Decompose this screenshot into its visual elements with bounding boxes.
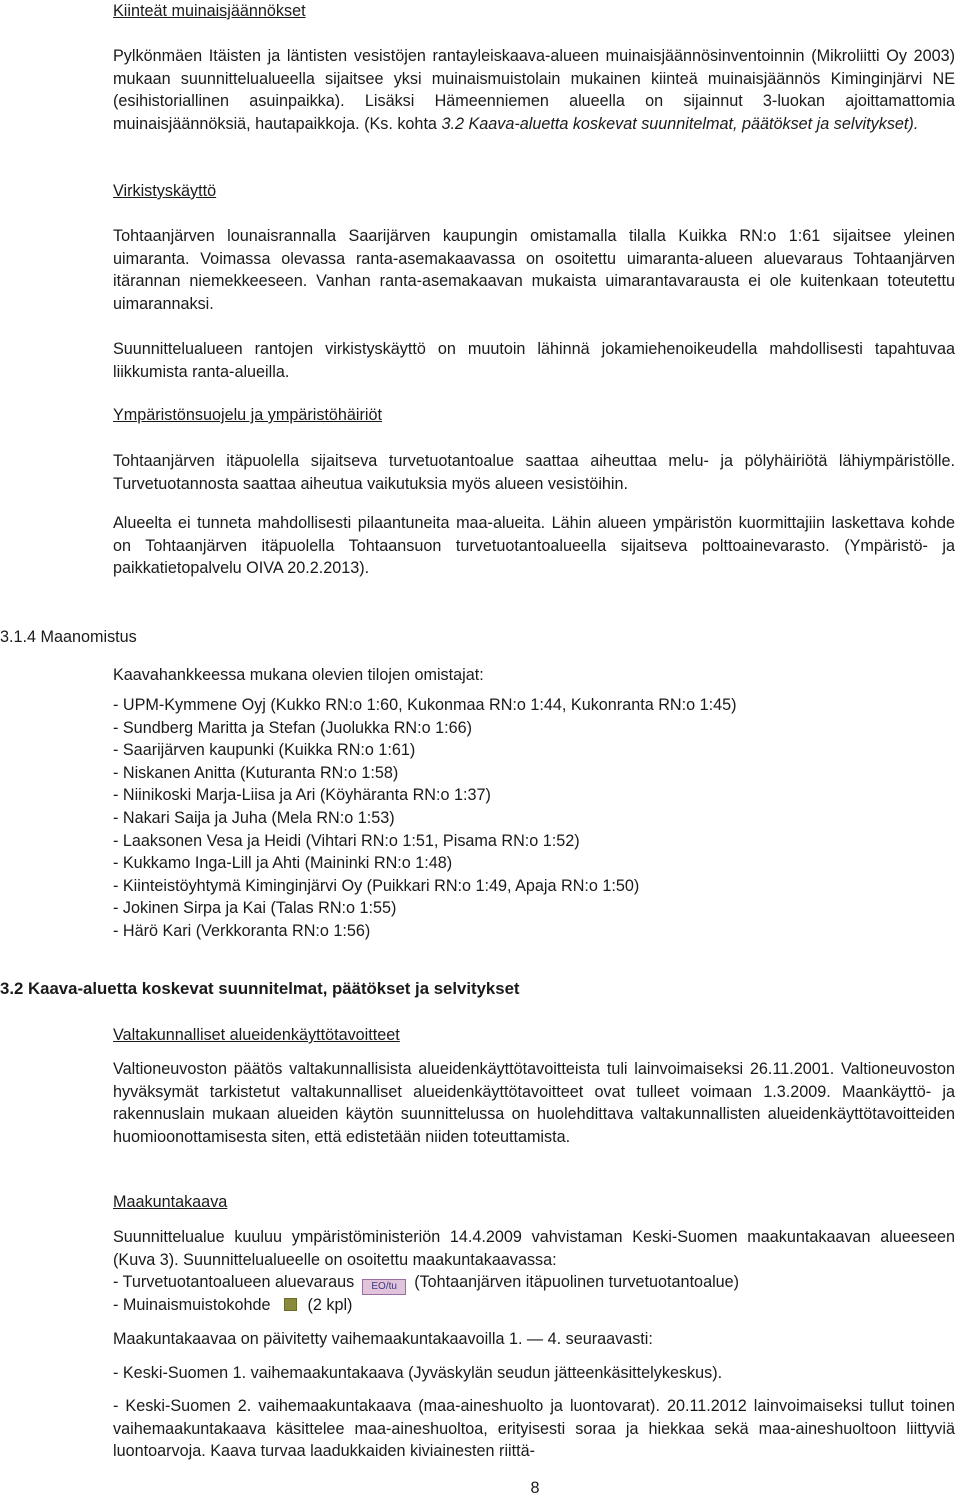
section-title: Maanomistus [40,628,137,646]
legend-note-muinaismuisto: (2 kpl) [307,1296,353,1314]
legend-label-turvetuotanto: - Turvetuotantoalueen aluevaraus [113,1273,355,1291]
legend-swatch-eo-tu: EO/tu [362,1279,406,1295]
paragraph-maakuntakaava: Suunnittelualue kuuluu ympäristöministeriön 14.4.2009 vahvistaman Keski-Suomen maakuntakaavan alueeseen (Kuva 3). Suunnittelualueelle on osoitettu maakuntakaavassa: [113,1228,955,1269]
page-number: 8 [530,1479,540,1497]
paragraph-ymparisto-1: Tohtaanjärven itäpuolella sijaitseva turvetuotantoalue saattaa aiheuttaa melu- ja pölyhäiriötä lähiympäristölle. Turvetuotannosta saattaa aiheutua vaikutuksia myös alueen vesistöihin. [113,452,955,493]
section-heading-ymparisto: Ympäristönsuojelu ja ympäristöhäiriöt [113,406,383,424]
paragraph-muinais-reference: 3.2 Kaava-aluetta koskevat suunnitelmat, päätökset ja selvitykset). [441,114,919,133]
section-heading-kaava: 3.2 Kaava-aluetta koskevat suunnitelmat, päätökset ja selvitykset [0,979,520,998]
list-item: - Kiinteistöyhtymä Kiminginjärvi Oy (Puikkari RN:o 1:49, Apaja RN:o 1:50) [113,876,640,895]
legend-row-turvetuotanto [113,1271,739,1295]
paragraph-phase-1: - Keski-Suomen 1. vaihemaakuntakaava (Jyväskylän seudun jätteenkäsittelykeskus). [113,1364,723,1382]
subheading-maakuntakaava: Maakuntakaava [113,1193,228,1211]
section-heading-virkistys: Virkistyskäyttö [113,182,217,200]
list-item: - Nakari Saija ja Juha (Mela RN:o 1:53) [113,808,395,827]
legend-square-muinaismuisto-icon [284,1298,297,1311]
legend-row-muinaismuisto [113,1294,352,1317]
paragraph-valtakunnalliset: Valtioneuvoston päätös valtakunnallisista alueidenkäyttötavoitteista tuli lainvoimaiseksi 26.11.2001. Valtioneuvoston hyväksymät tarkistetut valtakunnalliset alueidenkäyttötavoitteet ovat tulleet voimaan 1.3.2009. Maankäyttö- ja rakennuslain mukaan alueiden käytön suunnittelussa on huolehdittava valtakunnallisten alueidenkäyttötavoitteiden huomioonottamisesta siten, että edistetään niiden toteuttamista. [113,1060,955,1146]
section-heading-muinais: Kiinteät muinaisjäännökset [113,2,306,20]
list-item: - Jokinen Sirpa ja Kai (Talas RN:o 1:55) [113,899,397,918]
list-item: - Laaksonen Vesa ja Heidi (Vihtari RN:o 1:51, Pisama RN:o 1:52) [113,831,580,850]
section-number: 3.1.4 [0,628,37,646]
list-item: - Sundberg Maritta ja Stefan (Juolukka RN:o 1:66) [113,718,473,737]
list-item: - UPM-Kymmene Oyj (Kukko RN:o 1:60, Kukonmaa RN:o 1:44, Kukonranta RN:o 1:45) [113,696,737,714]
subheading-valtakunnalliset: Valtakunnalliset alueidenkäyttötavoitteet [113,1026,400,1044]
owners-intro: Kaavahankkeessa mukana olevien tilojen omistajat: [113,666,484,684]
paragraph-muinais-text: Pylkönmäen Itäisten ja läntisten vesistöjen rantayleiskaava-alueen muinaisjäännösinventoinnin (Mikroliitti Oy 2003) mukaan suunnittelualueella sijaitsee yksi muinaismuistolain mukainen kiinteä muinaisjäännös Kiminginjärvi NE (esihistoriallinen asuinpaikka). Lisäksi Hämeenniemen alueella on sijainnut 3-luokan ajoittamattomia muinaisjäännöksiä, hautapaikkoja. (Ks. kohta [113,47,955,133]
legend-label-muinaismuisto: - Muinaismuistokohde [113,1296,271,1314]
list-item: - Niskanen Anitta (Kuturanta RN:o 1:58) [113,763,399,782]
list-item: - Härö Kari (Verkkoranta RN:o 1:56) [113,921,371,940]
list-item: - Niinikoski Marja-Liisa ja Ari (Köyhäranta RN:o 1:37) [113,786,491,805]
owners-list [113,694,955,943]
paragraph-muinais [113,45,955,135]
paragraph-phase-2: - Keski-Suomen 2. vaihemaakuntakaava (maa-aineshuolto ja luontovarat). 20.11.2012 lainvoimaiseksi tullut toinen vaihemaakuntakaava käsittelee maa-aineshuoltoa, erityisesti soraa ja hiekkaa sekä maa-aineshuoltoon liittyviä luontoarvoja. Kaava turvaa laadukkaiden kiviainesten riittä- [113,1397,955,1461]
legend-note-turvetuotanto: (Tohtaanjärven itäpuolinen turvetuotantoalue) [414,1273,740,1291]
paragraph-virkistys-2: Suunnittelualueen rantojen virkistyskäyttö on muutoin lähinnä jokamiehenoikeudella mahdollisesti tapahtuvaa liikkumista ranta-alueilla. [113,340,955,381]
paragraph-ymparisto-2: Alueelta ei tunneta mahdollisesti pilaantuneita maa-alueita. Lähin alueen ympäristön kuormittajiin laskettava kohde on Tohtaanjärven itäpuolella Tohtaansuon turvetuotantoalueella sijaitseva polttoainevarasto. (Ympäristö- ja paikkatietopalvelu OIVA 20.2.2013). [113,514,955,578]
paragraph-vaihemaakuntakaavat: Maakuntakaavaa on päivitetty vaihemaakuntakaavoilla 1. — 4. seuraavasti: [113,1330,653,1348]
list-item: - Kukkamo Inga-Lill ja Ahti (Maininki RN:o 1:48) [113,854,453,873]
paragraph-virkistys-1: Tohtaanjärven lounaisrannalla Saarijärven kaupungin omistamalla tilalla Kuikka RN:o 1:61 sijaitsee yleinen uimaranta. Voimassa olevassa ranta-asemakaavassa on osoitettu uimaranta-alueen aluevaraus Tohtaanjärven itärannan niemekkeeseen. Vanhan ranta-asemakaavan mukaista uimarantavarausta ei ole kuitenkaan toteutettu uimarannaksi. [113,227,955,313]
list-item: - Saarijärven kaupunki (Kuikka RN:o 1:61) [113,741,416,760]
section-heading-maanomistus [0,626,137,649]
